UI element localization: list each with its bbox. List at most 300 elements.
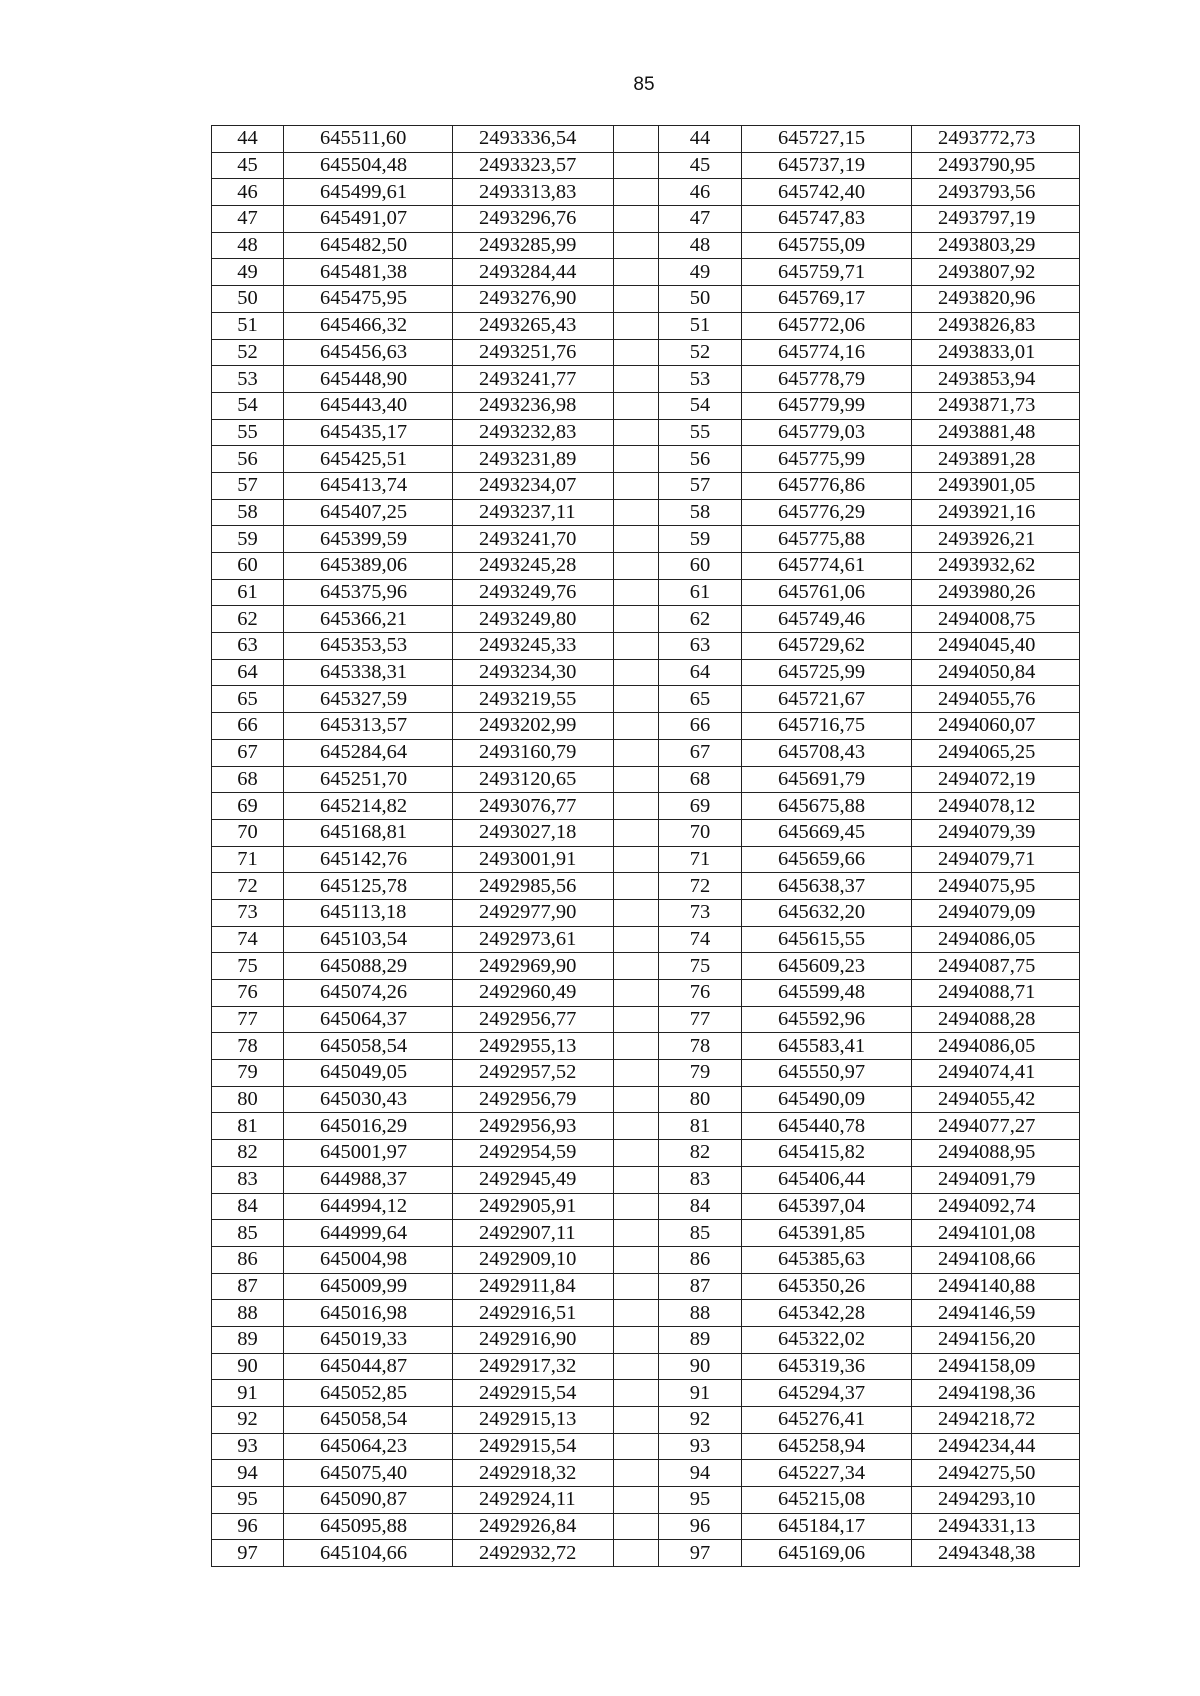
separator-cell <box>614 1433 659 1460</box>
x-coordinate-left: 645443,40 <box>284 392 453 419</box>
point-number-right: 66 <box>659 713 742 740</box>
x-coordinate-right: 645385,63 <box>742 1246 912 1273</box>
point-number-left: 87 <box>212 1273 284 1300</box>
table-row <box>212 1086 1080 1113</box>
table-row <box>212 953 1080 980</box>
table-row <box>212 659 1080 686</box>
x-coordinate-right: 645772,06 <box>742 312 912 339</box>
separator-cell <box>614 259 659 286</box>
point-number-left: 54 <box>212 392 284 419</box>
x-coordinate-right: 645761,06 <box>742 579 912 606</box>
separator-cell <box>614 899 659 926</box>
table-row <box>212 1220 1080 1247</box>
point-number-right: 45 <box>659 152 742 179</box>
separator-cell <box>614 446 659 473</box>
point-number-left: 91 <box>212 1380 284 1407</box>
point-number-right: 70 <box>659 819 742 846</box>
point-number-left: 73 <box>212 899 284 926</box>
table-row <box>212 1380 1080 1407</box>
point-number-right: 60 <box>659 553 742 580</box>
y-coordinate-left: 2492957,52 <box>453 1060 614 1087</box>
x-coordinate-right: 645342,28 <box>742 1300 912 1327</box>
x-coordinate-right: 645749,46 <box>742 606 912 633</box>
y-coordinate-right: 2494055,76 <box>912 686 1080 713</box>
x-coordinate-left: 645058,54 <box>284 1407 453 1434</box>
x-coordinate-left: 645448,90 <box>284 366 453 393</box>
y-coordinate-left: 2493076,77 <box>453 793 614 820</box>
table-row <box>212 232 1080 259</box>
x-coordinate-left: 645016,98 <box>284 1300 453 1327</box>
table-row <box>212 1060 1080 1087</box>
separator-cell <box>614 1006 659 1033</box>
point-number-right: 72 <box>659 873 742 900</box>
point-number-left: 85 <box>212 1220 284 1247</box>
coordinates-table-body <box>212 126 1080 1567</box>
y-coordinate-left: 2492926,84 <box>453 1513 614 1540</box>
point-number-right: 84 <box>659 1193 742 1220</box>
point-number-left: 79 <box>212 1060 284 1087</box>
x-coordinate-left: 645313,57 <box>284 713 453 740</box>
y-coordinate-right: 2493793,56 <box>912 179 1080 206</box>
y-coordinate-left: 2492960,49 <box>453 980 614 1007</box>
point-number-right: 56 <box>659 446 742 473</box>
x-coordinate-left: 645214,82 <box>284 793 453 820</box>
separator-cell <box>614 499 659 526</box>
y-coordinate-left: 2493160,79 <box>453 739 614 766</box>
point-number-left: 89 <box>212 1326 284 1353</box>
table-row <box>212 633 1080 660</box>
point-number-right: 79 <box>659 1060 742 1087</box>
separator-cell <box>614 286 659 313</box>
y-coordinate-left: 2492956,79 <box>453 1086 614 1113</box>
point-number-right: 54 <box>659 392 742 419</box>
x-coordinate-left: 645052,85 <box>284 1380 453 1407</box>
point-number-left: 88 <box>212 1300 284 1327</box>
y-coordinate-right: 2494087,75 <box>912 953 1080 980</box>
x-coordinate-left: 645389,06 <box>284 553 453 580</box>
table-row <box>212 606 1080 633</box>
separator-cell <box>614 472 659 499</box>
y-coordinate-right: 2494074,41 <box>912 1060 1080 1087</box>
x-coordinate-right: 645779,03 <box>742 419 912 446</box>
separator-cell <box>614 1300 659 1327</box>
point-number-left: 82 <box>212 1140 284 1167</box>
point-number-left: 95 <box>212 1487 284 1514</box>
y-coordinate-left: 2492915,13 <box>453 1407 614 1434</box>
x-coordinate-right: 645779,99 <box>742 392 912 419</box>
x-coordinate-left: 645425,51 <box>284 446 453 473</box>
separator-cell <box>614 1193 659 1220</box>
table-row <box>212 1006 1080 1033</box>
x-coordinate-left: 645064,23 <box>284 1433 453 1460</box>
y-coordinate-right: 2494079,09 <box>912 899 1080 926</box>
separator-cell <box>614 152 659 179</box>
y-coordinate-left: 2492932,72 <box>453 1540 614 1567</box>
point-number-right: 85 <box>659 1220 742 1247</box>
point-number-left: 51 <box>212 312 284 339</box>
point-number-right: 83 <box>659 1166 742 1193</box>
point-number-left: 66 <box>212 713 284 740</box>
point-number-right: 71 <box>659 846 742 873</box>
separator-cell <box>614 873 659 900</box>
x-coordinate-right: 645599,48 <box>742 980 912 1007</box>
table-row <box>212 713 1080 740</box>
point-number-right: 51 <box>659 312 742 339</box>
y-coordinate-right: 2493797,19 <box>912 206 1080 233</box>
point-number-left: 76 <box>212 980 284 1007</box>
y-coordinate-right: 2494078,12 <box>912 793 1080 820</box>
x-coordinate-left: 645016,29 <box>284 1113 453 1140</box>
y-coordinate-left: 2492905,91 <box>453 1193 614 1220</box>
y-coordinate-left: 2493323,57 <box>453 152 614 179</box>
point-number-left: 80 <box>212 1086 284 1113</box>
point-number-left: 64 <box>212 659 284 686</box>
y-coordinate-right: 2493820,96 <box>912 286 1080 313</box>
point-number-right: 47 <box>659 206 742 233</box>
point-number-left: 49 <box>212 259 284 286</box>
x-coordinate-right: 645737,19 <box>742 152 912 179</box>
point-number-right: 69 <box>659 793 742 820</box>
x-coordinate-left: 645413,74 <box>284 472 453 499</box>
separator-cell <box>614 1086 659 1113</box>
y-coordinate-right: 2494045,40 <box>912 633 1080 660</box>
point-number-left: 72 <box>212 873 284 900</box>
point-number-left: 71 <box>212 846 284 873</box>
x-coordinate-left: 645491,07 <box>284 206 453 233</box>
x-coordinate-left: 645074,26 <box>284 980 453 1007</box>
separator-cell <box>614 633 659 660</box>
point-number-left: 84 <box>212 1193 284 1220</box>
point-number-left: 46 <box>212 179 284 206</box>
y-coordinate-left: 2493284,44 <box>453 259 614 286</box>
table-row <box>212 766 1080 793</box>
separator-cell <box>614 526 659 553</box>
point-number-right: 93 <box>659 1433 742 1460</box>
separator-cell <box>614 1353 659 1380</box>
x-coordinate-left: 645049,05 <box>284 1060 453 1087</box>
point-number-left: 83 <box>212 1166 284 1193</box>
separator-cell <box>614 1166 659 1193</box>
point-number-left: 55 <box>212 419 284 446</box>
table-row <box>212 1246 1080 1273</box>
y-coordinate-right: 2494331,13 <box>912 1513 1080 1540</box>
x-coordinate-left: 645095,88 <box>284 1513 453 1540</box>
x-coordinate-left: 645251,70 <box>284 766 453 793</box>
point-number-right: 52 <box>659 339 742 366</box>
x-coordinate-right: 645406,44 <box>742 1166 912 1193</box>
y-coordinate-right: 2494156,20 <box>912 1326 1080 1353</box>
y-coordinate-right: 2494055,42 <box>912 1086 1080 1113</box>
point-number-left: 92 <box>212 1407 284 1434</box>
x-coordinate-left: 644988,37 <box>284 1166 453 1193</box>
table-row <box>212 206 1080 233</box>
x-coordinate-right: 645778,79 <box>742 366 912 393</box>
separator-cell <box>614 1460 659 1487</box>
point-number-left: 86 <box>212 1246 284 1273</box>
y-coordinate-right: 2494146,59 <box>912 1300 1080 1327</box>
y-coordinate-left: 2492969,90 <box>453 953 614 980</box>
y-coordinate-left: 2493241,70 <box>453 526 614 553</box>
point-number-right: 62 <box>659 606 742 633</box>
point-number-right: 76 <box>659 980 742 1007</box>
point-number-right: 73 <box>659 899 742 926</box>
separator-cell <box>614 1113 659 1140</box>
table-row <box>212 1193 1080 1220</box>
separator-cell <box>614 312 659 339</box>
y-coordinate-left: 2492907,11 <box>453 1220 614 1247</box>
point-number-left: 70 <box>212 819 284 846</box>
x-coordinate-right: 645742,40 <box>742 179 912 206</box>
y-coordinate-left: 2493251,76 <box>453 339 614 366</box>
table-row <box>212 1273 1080 1300</box>
separator-cell <box>614 1513 659 1540</box>
y-coordinate-left: 2492909,10 <box>453 1246 614 1273</box>
separator-cell <box>614 846 659 873</box>
point-number-left: 52 <box>212 339 284 366</box>
separator-cell <box>614 126 659 153</box>
table-row <box>212 1433 1080 1460</box>
point-number-right: 94 <box>659 1460 742 1487</box>
y-coordinate-right: 2494218,72 <box>912 1407 1080 1434</box>
x-coordinate-right: 645319,36 <box>742 1353 912 1380</box>
table-row <box>212 1487 1080 1514</box>
y-coordinate-left: 2493001,91 <box>453 846 614 873</box>
y-coordinate-left: 2493249,76 <box>453 579 614 606</box>
y-coordinate-left: 2492945,49 <box>453 1166 614 1193</box>
y-coordinate-right: 2494293,10 <box>912 1487 1080 1514</box>
y-coordinate-left: 2492956,77 <box>453 1006 614 1033</box>
y-coordinate-right: 2493891,28 <box>912 446 1080 473</box>
separator-cell <box>614 713 659 740</box>
y-coordinate-right: 2494140,88 <box>912 1273 1080 1300</box>
point-number-left: 69 <box>212 793 284 820</box>
y-coordinate-left: 2493241,77 <box>453 366 614 393</box>
point-number-right: 86 <box>659 1246 742 1273</box>
separator-cell <box>614 1407 659 1434</box>
point-number-right: 44 <box>659 126 742 153</box>
x-coordinate-left: 645456,63 <box>284 339 453 366</box>
x-coordinate-left: 644999,64 <box>284 1220 453 1247</box>
x-coordinate-left: 645482,50 <box>284 232 453 259</box>
point-number-right: 74 <box>659 926 742 953</box>
point-number-right: 88 <box>659 1300 742 1327</box>
separator-cell <box>614 1033 659 1060</box>
separator-cell <box>614 793 659 820</box>
point-number-left: 58 <box>212 499 284 526</box>
table-row <box>212 472 1080 499</box>
x-coordinate-left: 645090,87 <box>284 1487 453 1514</box>
y-coordinate-right: 2493772,73 <box>912 126 1080 153</box>
table-row <box>212 926 1080 953</box>
separator-cell <box>614 980 659 1007</box>
x-coordinate-left: 645499,61 <box>284 179 453 206</box>
table-row <box>212 526 1080 553</box>
y-coordinate-right: 2494088,71 <box>912 980 1080 1007</box>
point-number-right: 63 <box>659 633 742 660</box>
x-coordinate-left: 645142,76 <box>284 846 453 873</box>
point-number-left: 94 <box>212 1460 284 1487</box>
x-coordinate-right: 645638,37 <box>742 873 912 900</box>
y-coordinate-right: 2494079,71 <box>912 846 1080 873</box>
point-number-left: 90 <box>212 1353 284 1380</box>
table-row <box>212 793 1080 820</box>
x-coordinate-left: 645375,96 <box>284 579 453 606</box>
table-row <box>212 1166 1080 1193</box>
point-number-right: 58 <box>659 499 742 526</box>
x-coordinate-left: 645064,37 <box>284 1006 453 1033</box>
y-coordinate-left: 2493245,28 <box>453 553 614 580</box>
point-number-right: 97 <box>659 1540 742 1567</box>
x-coordinate-left: 645044,87 <box>284 1353 453 1380</box>
x-coordinate-right: 645550,97 <box>742 1060 912 1087</box>
x-coordinate-left: 645399,59 <box>284 526 453 553</box>
point-number-right: 87 <box>659 1273 742 1300</box>
table-row <box>212 1353 1080 1380</box>
x-coordinate-left: 645168,81 <box>284 819 453 846</box>
x-coordinate-left: 645009,99 <box>284 1273 453 1300</box>
point-number-right: 82 <box>659 1140 742 1167</box>
x-coordinate-right: 645675,88 <box>742 793 912 820</box>
y-coordinate-right: 2494348,38 <box>912 1540 1080 1567</box>
x-coordinate-right: 645669,45 <box>742 819 912 846</box>
x-coordinate-left: 645511,60 <box>284 126 453 153</box>
table-row <box>212 286 1080 313</box>
y-coordinate-left: 2493234,30 <box>453 659 614 686</box>
point-number-right: 95 <box>659 1487 742 1514</box>
separator-cell <box>614 739 659 766</box>
point-number-left: 59 <box>212 526 284 553</box>
separator-cell <box>614 659 659 686</box>
table-row <box>212 312 1080 339</box>
point-number-left: 63 <box>212 633 284 660</box>
separator-cell <box>614 1140 659 1167</box>
y-coordinate-right: 2493826,83 <box>912 312 1080 339</box>
x-coordinate-left: 645030,43 <box>284 1086 453 1113</box>
separator-cell <box>614 953 659 980</box>
y-coordinate-left: 2492973,61 <box>453 926 614 953</box>
coordinates-table <box>211 125 1080 1567</box>
y-coordinate-right: 2494065,25 <box>912 739 1080 766</box>
y-coordinate-left: 2493234,07 <box>453 472 614 499</box>
separator-cell <box>614 206 659 233</box>
x-coordinate-left: 644994,12 <box>284 1193 453 1220</box>
separator-cell <box>614 1540 659 1567</box>
x-coordinate-left: 645504,48 <box>284 152 453 179</box>
y-coordinate-right: 2493853,94 <box>912 366 1080 393</box>
x-coordinate-right: 645725,99 <box>742 659 912 686</box>
y-coordinate-right: 2494158,09 <box>912 1353 1080 1380</box>
y-coordinate-left: 2493232,83 <box>453 419 614 446</box>
x-coordinate-right: 645721,67 <box>742 686 912 713</box>
point-number-right: 67 <box>659 739 742 766</box>
table-row <box>212 739 1080 766</box>
separator-cell <box>614 1273 659 1300</box>
x-coordinate-right: 645276,41 <box>742 1407 912 1434</box>
point-number-left: 57 <box>212 472 284 499</box>
x-coordinate-right: 645169,06 <box>742 1540 912 1567</box>
separator-cell <box>614 1326 659 1353</box>
y-coordinate-left: 2493313,83 <box>453 179 614 206</box>
y-coordinate-left: 2493265,43 <box>453 312 614 339</box>
y-coordinate-left: 2493219,55 <box>453 686 614 713</box>
point-number-right: 64 <box>659 659 742 686</box>
table-row <box>212 446 1080 473</box>
y-coordinate-right: 2494101,08 <box>912 1220 1080 1247</box>
x-coordinate-left: 645327,59 <box>284 686 453 713</box>
x-coordinate-right: 645215,08 <box>742 1487 912 1514</box>
x-coordinate-right: 645727,15 <box>742 126 912 153</box>
y-coordinate-right: 2494092,74 <box>912 1193 1080 1220</box>
table-row <box>212 819 1080 846</box>
x-coordinate-left: 645104,66 <box>284 1540 453 1567</box>
y-coordinate-right: 2493803,29 <box>912 232 1080 259</box>
separator-cell <box>614 766 659 793</box>
x-coordinate-right: 645776,86 <box>742 472 912 499</box>
y-coordinate-left: 2492916,90 <box>453 1326 614 1353</box>
table-row <box>212 1407 1080 1434</box>
point-number-left: 81 <box>212 1113 284 1140</box>
table-row <box>212 1513 1080 1540</box>
point-number-left: 97 <box>212 1540 284 1567</box>
y-coordinate-right: 2494077,27 <box>912 1113 1080 1140</box>
y-coordinate-left: 2492955,13 <box>453 1033 614 1060</box>
separator-cell <box>614 579 659 606</box>
y-coordinate-left: 2492956,93 <box>453 1113 614 1140</box>
x-coordinate-right: 645769,17 <box>742 286 912 313</box>
table-row <box>212 553 1080 580</box>
table-row <box>212 419 1080 446</box>
y-coordinate-left: 2493027,18 <box>453 819 614 846</box>
x-coordinate-left: 645058,54 <box>284 1033 453 1060</box>
y-coordinate-left: 2493245,33 <box>453 633 614 660</box>
x-coordinate-right: 645691,79 <box>742 766 912 793</box>
y-coordinate-left: 2492915,54 <box>453 1380 614 1407</box>
table-row <box>212 179 1080 206</box>
point-number-right: 77 <box>659 1006 742 1033</box>
separator-cell <box>614 606 659 633</box>
x-coordinate-left: 645019,33 <box>284 1326 453 1353</box>
x-coordinate-right: 645258,94 <box>742 1433 912 1460</box>
x-coordinate-right: 645759,71 <box>742 259 912 286</box>
y-coordinate-right: 2494086,05 <box>912 926 1080 953</box>
separator-cell <box>614 419 659 446</box>
point-number-left: 53 <box>212 366 284 393</box>
y-coordinate-right: 2493807,92 <box>912 259 1080 286</box>
separator-cell <box>614 232 659 259</box>
y-coordinate-right: 2493871,73 <box>912 392 1080 419</box>
y-coordinate-left: 2492915,54 <box>453 1433 614 1460</box>
y-coordinate-right: 2494275,50 <box>912 1460 1080 1487</box>
x-coordinate-left: 645366,21 <box>284 606 453 633</box>
y-coordinate-right: 2493833,01 <box>912 339 1080 366</box>
table-row <box>212 579 1080 606</box>
x-coordinate-left: 645466,32 <box>284 312 453 339</box>
separator-cell <box>614 1380 659 1407</box>
x-coordinate-right: 645350,26 <box>742 1273 912 1300</box>
x-coordinate-left: 645001,97 <box>284 1140 453 1167</box>
y-coordinate-left: 2492977,90 <box>453 899 614 926</box>
x-coordinate-left: 645475,95 <box>284 286 453 313</box>
y-coordinate-left: 2492918,32 <box>453 1460 614 1487</box>
y-coordinate-right: 2493790,95 <box>912 152 1080 179</box>
x-coordinate-right: 645294,37 <box>742 1380 912 1407</box>
table-row <box>212 339 1080 366</box>
point-number-right: 96 <box>659 1513 742 1540</box>
separator-cell <box>614 553 659 580</box>
point-number-left: 48 <box>212 232 284 259</box>
table-row <box>212 392 1080 419</box>
x-coordinate-right: 645775,99 <box>742 446 912 473</box>
